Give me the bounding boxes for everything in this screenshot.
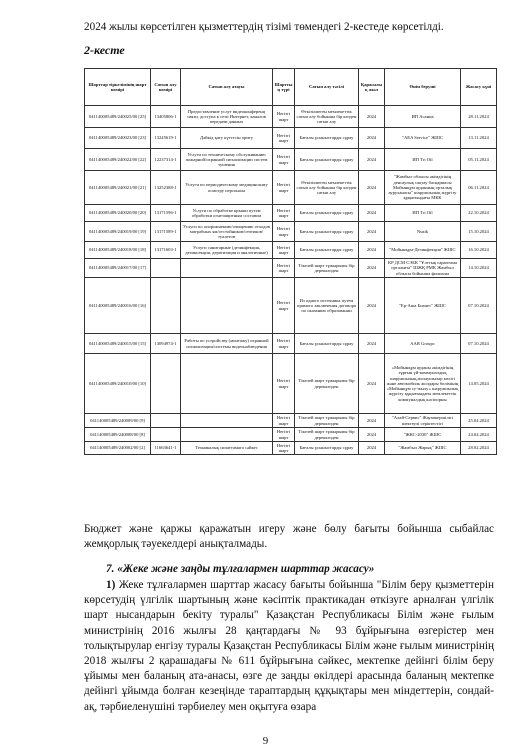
table-cell-type: Негізгі шарт [273,414,295,428]
page-number: 9 [262,735,269,747]
table-cell-method: Из одного источника путем прямого заключения договора по оказанию образовании [295,278,359,334]
column-header: Сатып алу нөмірі [151,69,181,106]
table-cell-name: Дәйкід қату күттесін ориту [181,128,273,149]
table-cell-purchase: 11663641-1 [151,442,181,455]
table-cell-type: Негізгі шарт [273,278,295,334]
table-cell-name [181,414,273,428]
table-cell-date: 25.04.2024 [461,414,497,428]
table-cell-year: 2024 [359,414,385,428]
table-cell-purchase: 13405806-1 [151,106,181,128]
table-cell-type: Негізгі шарт [273,428,295,442]
table-cell-supplier: "Алай-Сервис" Жауапкершілігі шектеулі серіктестігі [385,414,461,428]
column-header: Сатып алу атауы [181,69,273,106]
table-cell-supplier: "Жамбыл облысы әкімдігінің денсаулық сақтау басқармасы Мойынқұм ауданның орталық ауруханасы" шаруашылық жүргізу құқығындағы МКК [385,171,461,205]
table-cell-purchase: 13252388-1 [151,171,181,205]
table-cell-method: Бағалы ұсыныстарды сұрау [295,149,359,171]
table-row [85,106,497,128]
table-cell-contract: 041140005489/240021/00 [21] [85,171,151,205]
table-cell-purchase [151,259,181,278]
table-row [85,222,497,242]
table-cell-contract: 041140005489/240016/00 [16] [85,278,151,334]
table-cell-name: Услуги по обработке крыши путем обработки огнезащитным составом [181,205,273,222]
table-cell-name: Предоставление услуг видеоконференц связи, доступа к сети Интернет, каналов передачи данных [181,106,273,128]
table-cell-date: 07.10.2024 [461,278,497,334]
table-caption: 2-кесте [84,43,125,57]
table-cell-purchase [151,278,181,334]
table-cell-year: 2024 [359,334,385,354]
column-header: Шарттың түрі [273,69,295,106]
table-cell-method: Бағалы ұсыныстарды сұрау [295,205,359,222]
table-cell-contract: 041140005489/240015/00 [15] [85,334,151,354]
table-cell-method: Тікелей шарт тұжырымы бір дереккөзден [295,354,359,414]
table-cell-supplier: ИП Асанов [385,106,461,128]
table-cell-name: Услуги санитарные (дезинфекция, дезинсекция, дератизация и аналогичные) [181,242,273,259]
table-cell-name: Услуги по периодическому медицинскому осмотру персонала [181,171,273,205]
table-cell-date: 14.05.2024 [461,354,497,414]
table-cell-type: Негізгі шарт [273,259,295,278]
table-cell-purchase: 13171596-1 [151,205,181,222]
table-cell-method: Бағалы ұсыныстарды сұрау [295,222,359,242]
table-row [85,414,497,428]
table-cell-type: Негізгі шарт [273,171,295,205]
column-header: Шарттар тіркелімінің шарт нөмірі [85,69,151,106]
table-cell-method: Тікелей шарт тұжырымы бір дереккөзден [295,414,359,428]
table-row [85,354,497,414]
table-cell-date: 16.10.2024 [461,242,497,259]
column-header: Өнім беруші [385,69,461,106]
table-cell-method: Тікелей шарт тұжырымы бір дереккөзден [295,259,359,278]
table-cell-purchase: 13171589-1 [151,222,181,242]
table-cell-year: 2024 [359,171,385,205]
table-cell-supplier: AAR Groupc [385,334,461,354]
table-cell-date: 28.02.2024 [461,442,497,455]
table-cell-year: 2024 [359,128,385,149]
table-cell-method: Бағалы ұсыныстарды сұрау [295,128,359,149]
table-cell-year: 2024 [359,222,385,242]
table-cell-date: 14.10.2024 [461,259,497,278]
table-cell-date: 13.11.2024 [461,128,497,149]
table-cell-method: Өткізілмеген мемлекеттік сатып алу бойынша бір көзден сатып алу [295,171,359,205]
table-row [85,334,497,354]
contracts-paragraph [84,578,494,715]
table-cell-contract: 041140005489/240008/00 [8] [85,428,151,442]
table-row [85,259,497,278]
intro-text: 2024 жылы көрсетілген қызметтердің тізімі төмендегі 2-кестеде көрсетілді. [84,21,444,33]
column-header: Жасасу күні [461,69,497,106]
table-cell-contract: 041140005489/240025/00 [25] [85,106,151,128]
table-cell-contract: 041140005489/240010/00 [10] [85,354,151,414]
table-cell-method: Бағалы ұсыныстарды сұрау [295,334,359,354]
column-header: Сатып алу тәсілі [295,69,359,106]
table-cell-method: Бағалы ұсыныстарды сұрау [295,442,359,455]
paragraph-number: 1) [106,579,116,591]
table-cell-type: Негізгі шарт [273,106,295,128]
table-body [85,106,497,455]
table-row [85,428,497,442]
table-row [85,149,497,171]
table-cell-contract: 041140005489/240017/00 [17] [85,259,151,278]
table-cell-year: 2024 [359,442,385,455]
table-cell-year: 2024 [359,428,385,442]
table-cell-name [181,428,273,442]
table-cell-year: 2024 [359,278,385,334]
column-header: Қаржылық жыл [359,69,385,106]
table-cell-name [181,354,273,414]
table-cell-supplier: "Жамбыл Жарық" ЖШС [385,442,461,455]
table-cell-purchase [151,414,181,428]
table-cell-purchase: 13094974-1 [151,334,181,354]
table-cell-date: 24.04.2024 [461,428,497,442]
table-cell-year: 2024 [359,259,385,278]
table-cell-type: Негізгі шарт [273,354,295,414]
table-cell-name: Работы по устройству (монтажу) охранной сигнализации/системы видеонаблюдения [181,334,273,354]
table-cell-supplier: ИП Tri Oil [385,205,461,222]
table-cell-date: 05.11.2024 [461,149,497,171]
table-cell-year: 2024 [359,205,385,222]
table-cell-supplier: Nuzik [385,222,461,242]
table-row [85,171,497,205]
table-cell-contract: 041140005489/240009/00 [9] [85,414,151,428]
table-cell-purchase [151,354,181,414]
table-cell-type: Негізгі шарт [273,242,295,259]
table-cell-date: 28.11.2024 [461,106,497,128]
table-cell-type: Негізгі шарт [273,442,295,455]
contracts-paragraph-text: Жеке тұлғалармен шарттар жасасу бағыты бойынша "Білім беру қызметтерін көрсетудің үлгілік шартының және кәсіптік практикадан өткізуге арналған үлгілік шарт нысандарын бекіту туралы" Қазақстан Республикасы Білім және ғылым министрінің 2016 жылғы 28 қаңтардағы № 93 бұйрығына өзгерістер мен толықтырулар енгізу туралы Қазақстан Республикасы Білім және ғылым министрінің 2018 жылғы 2 қарашадағы № 611 бұйрығына сәйкес, мектепке дейінгі білім беру ұйымы мен баланың ата-анасы, өзге де заңды өкілдері арасында баланың мектепке дейінгі ұйымда болған кезеңінде тараптардың құқықтары мен міндеттерін, сондай-ақ, тәрбиеленушіні тәрбиелеу мен оқытуға өзара [84,579,495,713]
table-cell-supplier: "AEA Service" ЖШС [385,128,461,149]
table-cell-purchase: 13171603-1 [151,242,181,259]
table-cell-type: Негізгі шарт [273,334,295,354]
table-cell-type: Негізгі шарт [273,222,295,242]
table-cell-name: Услуги по техническому обслуживанию пожарной/охранной сигнализации систем тушения [181,149,273,171]
table-cell-purchase: 13245619-1 [151,128,181,149]
table-cell-supplier: "Ер-Аша Бизнес" ЖШС [385,278,461,334]
table-cell-date: 07.10.2024 [461,334,497,354]
table-cell-supplier: "ЖКС-2030" ЖШС [385,428,461,442]
table-cell-method: Бағалы ұсыныстарды сұрау [295,242,359,259]
table-cell-supplier: КР ДСМ СЭБК "Ұлттық сараптама орталығы" ШЖҚ РМК Жамбыл облысы бойынша филиалы [385,259,461,278]
table-cell-year: 2024 [359,242,385,259]
table-cell-contract: 041140005489/240023/00 [23] [85,128,151,149]
table-cell-date: 15.10.2024 [461,222,497,242]
table-cell-year: 2024 [359,354,385,414]
table-row [85,205,497,222]
table-cell-supplier: «Мойынқұм ауданы әкімдігінің тұрғын үй-коммуналдық шаруашылық,жолаушылар көлігі және автомобиль жолдары бөлімінің «Мойынқұм су-жылу» шаруашылық жүргізу құқығындағы мемлекеттік коммуналдық кәсіпорны [385,354,461,414]
table-cell-name [181,278,273,334]
table-cell-purchase [151,428,181,442]
table-cell-name [181,259,273,278]
table-cell-year: 2024 [359,149,385,171]
table-row [85,128,497,149]
table-cell-purchase: 12237314-1 [151,149,181,171]
section-heading: 7. «Жеке және заңды тұлғалармен шарттар жасасу» [106,563,375,575]
table-cell-date: 06.11.2024 [461,171,497,205]
table-cell-method: Өткізілмеген мемлекеттік сатып алу бойынша бір көзден сатып алу [295,106,359,128]
table-header-row [85,69,497,106]
table-cell-date: 22.10.2024 [461,205,497,222]
table-row [85,278,497,334]
table-row [85,442,497,455]
table-cell-name: Услуги по опорожнению/очищению отходов матрабных ям/отстойников/септиков/туалетов [181,222,273,242]
table-cell-type: Негізгі шарт [273,205,295,222]
budget-paragraph: Бюджет және қаржы қаражатын игеру және бөлу бағыты бойынша сыбайлас жемқорлық тәуекелдері анықталмады. [84,523,494,551]
table-cell-method: Тікелей шарт тұжырымы бір дереккөзден [295,428,359,442]
table-cell-supplier: ИП Tri Oil [385,149,461,171]
table-cell-contract: 041140005489/240019/00 [19] [85,222,151,242]
table-cell-contract: 041140005489/240022/00 [22] [85,149,151,171]
table-cell-contract: 041140005489/240002/00 [2] [85,442,151,455]
table-cell-contract: 041140005489/240018/00 [18] [85,242,151,259]
table-cell-contract: 041140005489/240020/00 [20] [85,205,151,222]
table-cell-year: 2024 [359,106,385,128]
table-cell-name: Техникалық сипаттамага сәйкес [181,442,273,455]
table-cell-type: Негізгі шарт [273,149,295,171]
table-row [85,242,497,259]
contracts-table [84,68,497,455]
table-cell-type: Негізгі шарт [273,128,295,149]
table-cell-supplier: "Мойынқұм-Дезинфекция" ЖШС [385,242,461,259]
